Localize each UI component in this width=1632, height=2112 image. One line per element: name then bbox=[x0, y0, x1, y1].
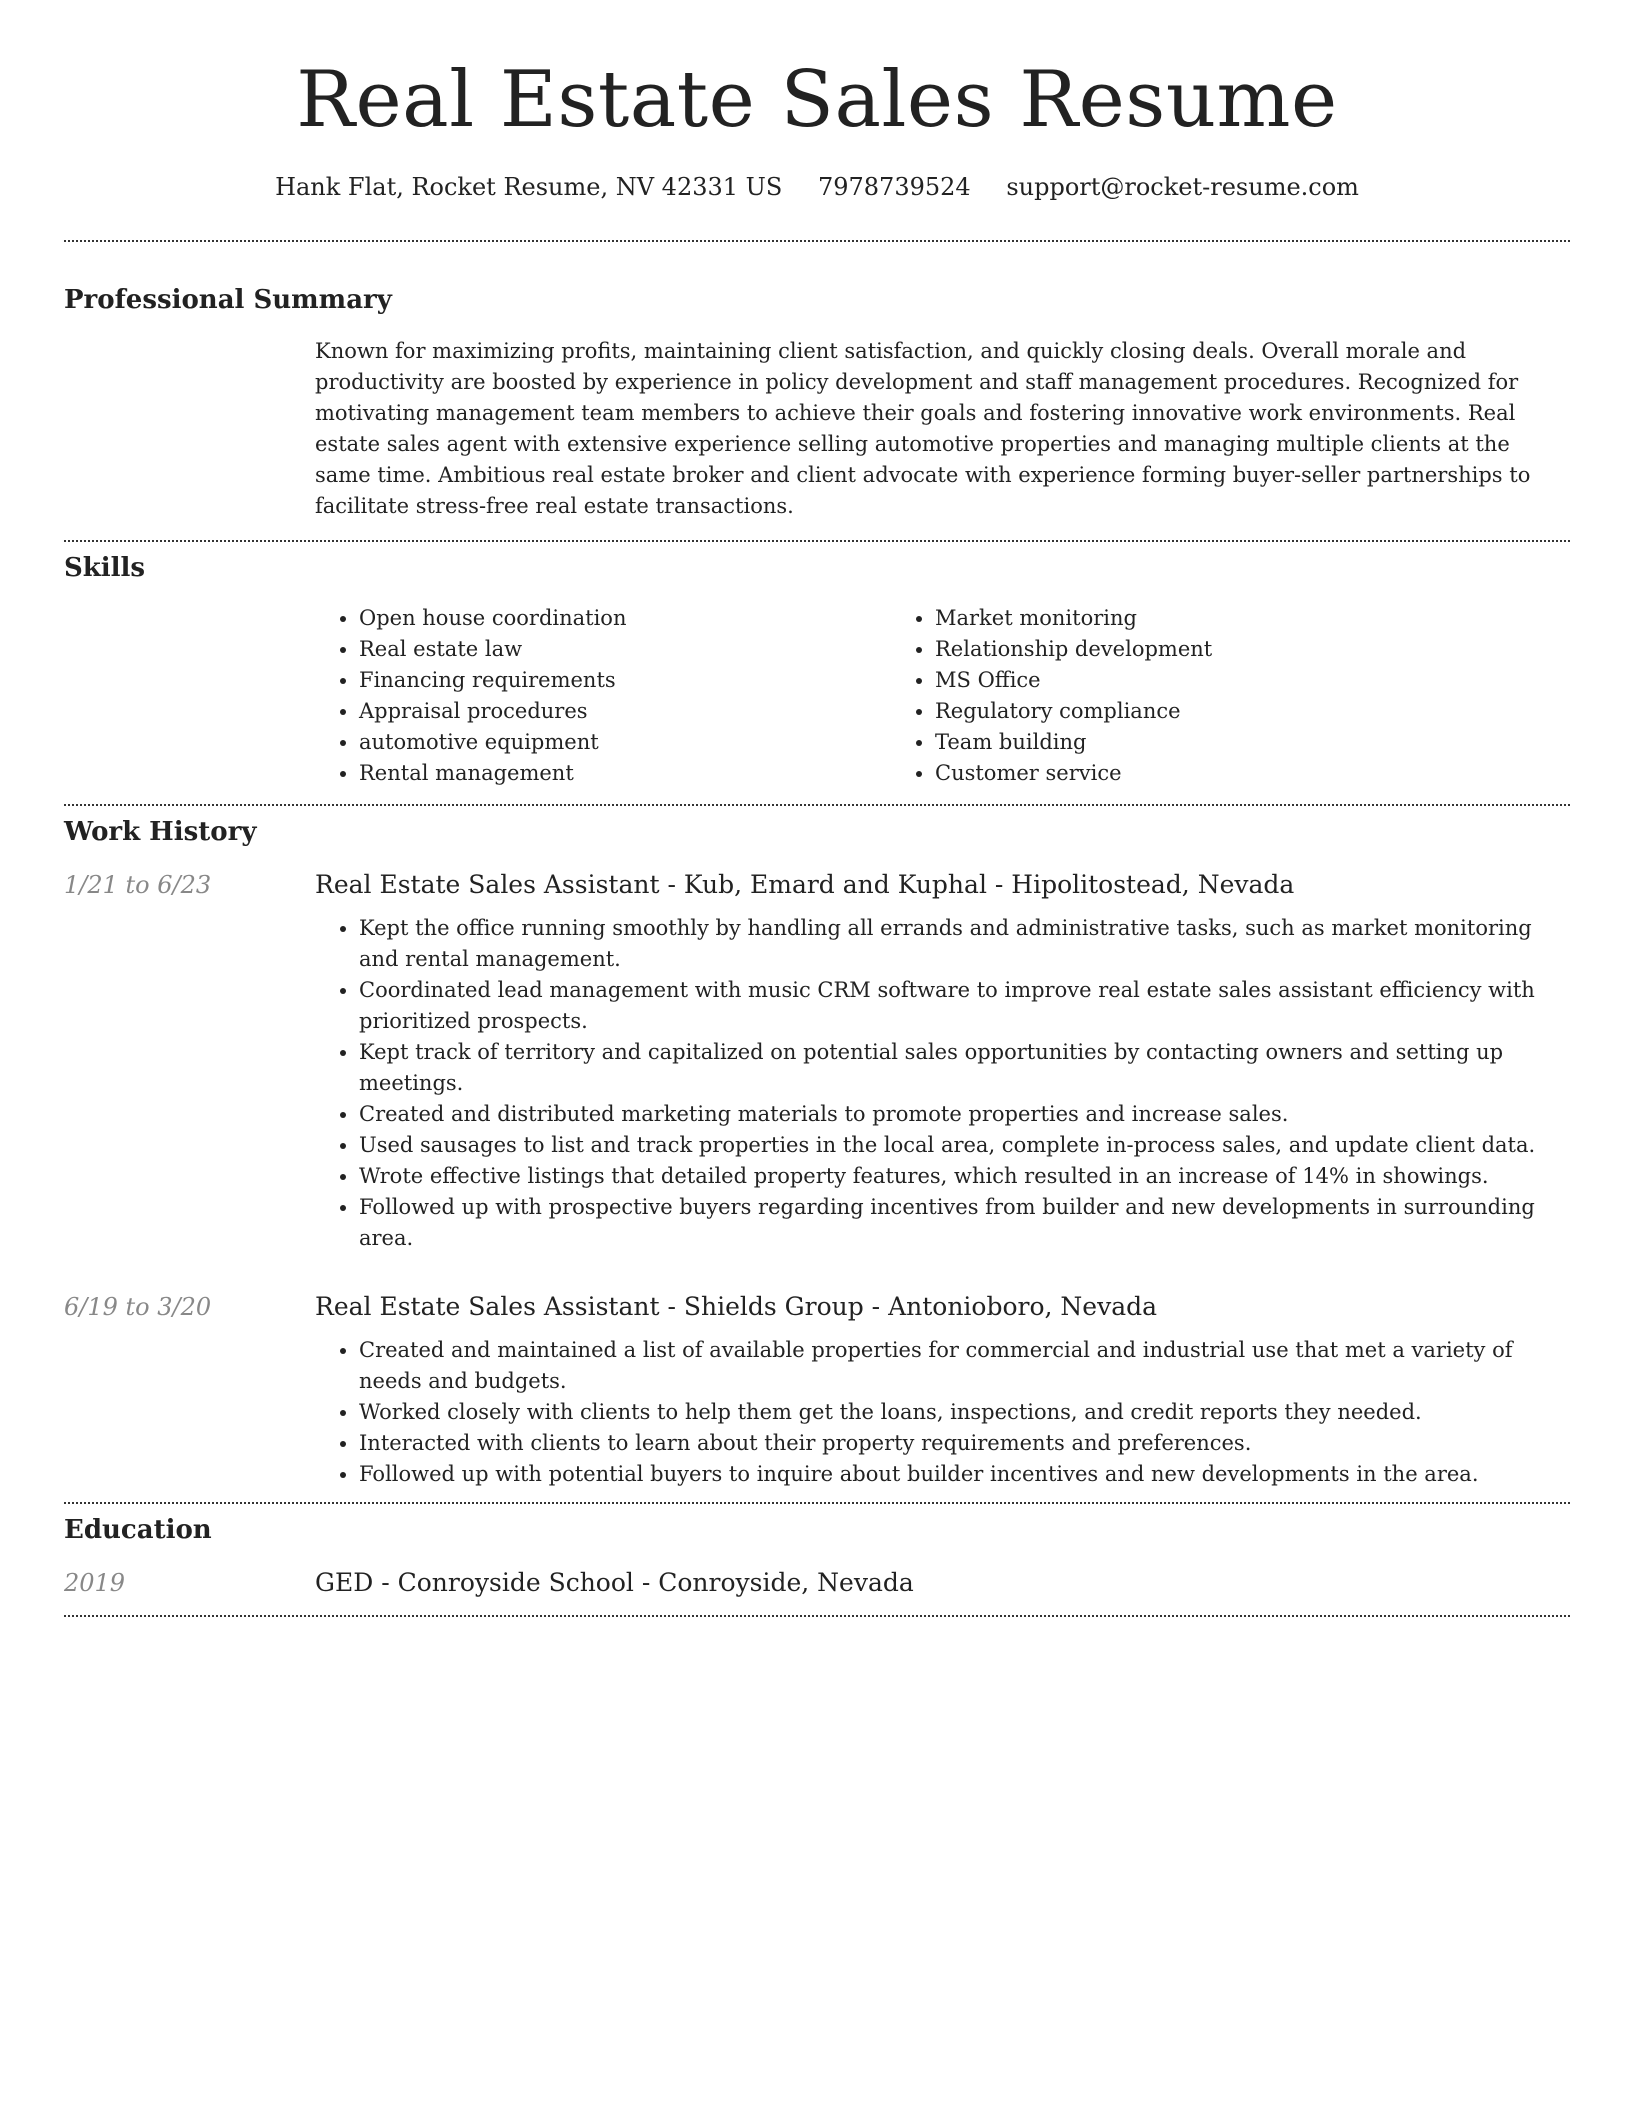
job-dates: 1/21 to 6/23 bbox=[64, 871, 212, 899]
job-header bbox=[64, 1292, 1570, 1321]
contact-address: Hank Flat, Rocket Resume, NV 42331 US bbox=[275, 173, 783, 201]
summary-section bbox=[64, 282, 1570, 522]
summary-heading: Professional Summary bbox=[64, 285, 392, 315]
job-bullet: • Followed up with potential buyers to inquire about builder incentives and new developments in the area. bbox=[359, 1459, 1570, 1490]
job-title: Real Estate Sales Assistant - Kub, Emard and Kuphal - Hipolitostead, Nevada bbox=[315, 870, 1295, 899]
skill-item: • Open house coordination bbox=[359, 603, 887, 634]
education-section bbox=[64, 1512, 1570, 1597]
divider bbox=[64, 240, 1570, 242]
job-bullet: • Wrote effective listings that detailed property features, which resulted in an increase of 14% in showings. bbox=[359, 1161, 1570, 1192]
contact-phone: 7978739524 bbox=[817, 173, 971, 201]
work-heading: Work History bbox=[64, 817, 257, 847]
job-bullet: • Coordinated lead management with music CRM software to improve real estate sales assistant efficiency with prioritized prospects. bbox=[359, 975, 1570, 1037]
skill-item: • Real estate law bbox=[359, 634, 887, 665]
job-title: Real Estate Sales Assistant - Shields Group - Antonioboro, Nevada bbox=[315, 1292, 1158, 1321]
divider bbox=[64, 1615, 1570, 1617]
job-bullets bbox=[315, 1335, 1570, 1490]
job-details bbox=[315, 913, 1570, 1254]
skill-item: • MS Office bbox=[935, 665, 1459, 696]
skills-section bbox=[64, 550, 1570, 789]
skill-item: • Relationship development bbox=[935, 634, 1459, 665]
page-title: Real Estate Sales Resume bbox=[296, 55, 1338, 145]
resume-page bbox=[64, 0, 1570, 1617]
job-details bbox=[315, 1335, 1570, 1490]
job-bullet: • Created and maintained a list of available properties for commercial and industrial use that met a variety of needs and budgets. bbox=[359, 1335, 1570, 1397]
summary-text: Known for maximizing profits, maintaining client satisfaction, and quickly closing deals. Overall morale and productivity are boosted by experience in policy development and staff management procedures. Recognized for motivating management team members to achieve their goals and fostering innovative work environments. Real estate sales agent with extensive experience selling automotive properties and managing multiple clients at the same time. Ambitious real estate broker and client advocate with experience forming buyer-seller partnerships to facilitate stress-free real estate transactions. bbox=[315, 339, 1531, 518]
education-title: GED - Conroyside School - Conroyside, Nevada bbox=[315, 1568, 914, 1597]
skills-heading: Skills bbox=[64, 553, 146, 583]
job-bullets bbox=[315, 913, 1570, 1254]
skill-item: • Appraisal procedures bbox=[359, 696, 887, 727]
skills-list-right bbox=[887, 603, 1459, 789]
education-heading: Education bbox=[64, 1515, 212, 1545]
skill-item: • Financing requirements bbox=[359, 665, 887, 696]
contact-line bbox=[64, 170, 1570, 204]
education-date: 2019 bbox=[64, 1569, 126, 1597]
skill-item: • Regulatory compliance bbox=[935, 696, 1459, 727]
job-entry bbox=[64, 1292, 1570, 1490]
skills-list-left bbox=[315, 603, 887, 789]
job-entry bbox=[64, 870, 1570, 1254]
job-bullet: • Created and distributed marketing materials to promote properties and increase sales. bbox=[359, 1099, 1570, 1130]
divider bbox=[64, 540, 1570, 542]
divider bbox=[64, 804, 1570, 806]
job-bullet: • Kept the office running smoothly by handling all errands and administrative tasks, such as market monitoring and rental management. bbox=[359, 913, 1570, 975]
work-section bbox=[64, 814, 1570, 1490]
job-bullet: • Worked closely with clients to help them get the loans, inspections, and credit reports they needed. bbox=[359, 1397, 1570, 1428]
divider bbox=[64, 1502, 1570, 1504]
skill-item: • Customer service bbox=[935, 758, 1459, 789]
skill-item: • Rental management bbox=[359, 758, 887, 789]
job-bullet: • Used sausages to list and track properties in the local area, complete in-process sales, and update client data. bbox=[359, 1130, 1570, 1161]
contact-email: support@rocket-resume.com bbox=[1006, 173, 1359, 201]
skills-columns bbox=[315, 603, 1570, 789]
skill-item: • Team building bbox=[935, 727, 1459, 758]
skill-item: • automotive equipment bbox=[359, 727, 887, 758]
summary-content bbox=[315, 336, 1570, 522]
job-bullet: • Interacted with clients to learn about their property requirements and preferences. bbox=[359, 1428, 1570, 1459]
job-bullet: • Followed up with prospective buyers regarding incentives from builder and new developments in surrounding area. bbox=[359, 1192, 1570, 1254]
skill-item: • Market monitoring bbox=[935, 603, 1459, 634]
job-dates: 6/19 to 3/20 bbox=[64, 1293, 212, 1321]
job-header bbox=[64, 870, 1570, 899]
job-bullet: • Kept track of territory and capitalized on potential sales opportunities by contacting owners and setting up meetings. bbox=[359, 1037, 1570, 1099]
education-entry bbox=[64, 1568, 1570, 1597]
